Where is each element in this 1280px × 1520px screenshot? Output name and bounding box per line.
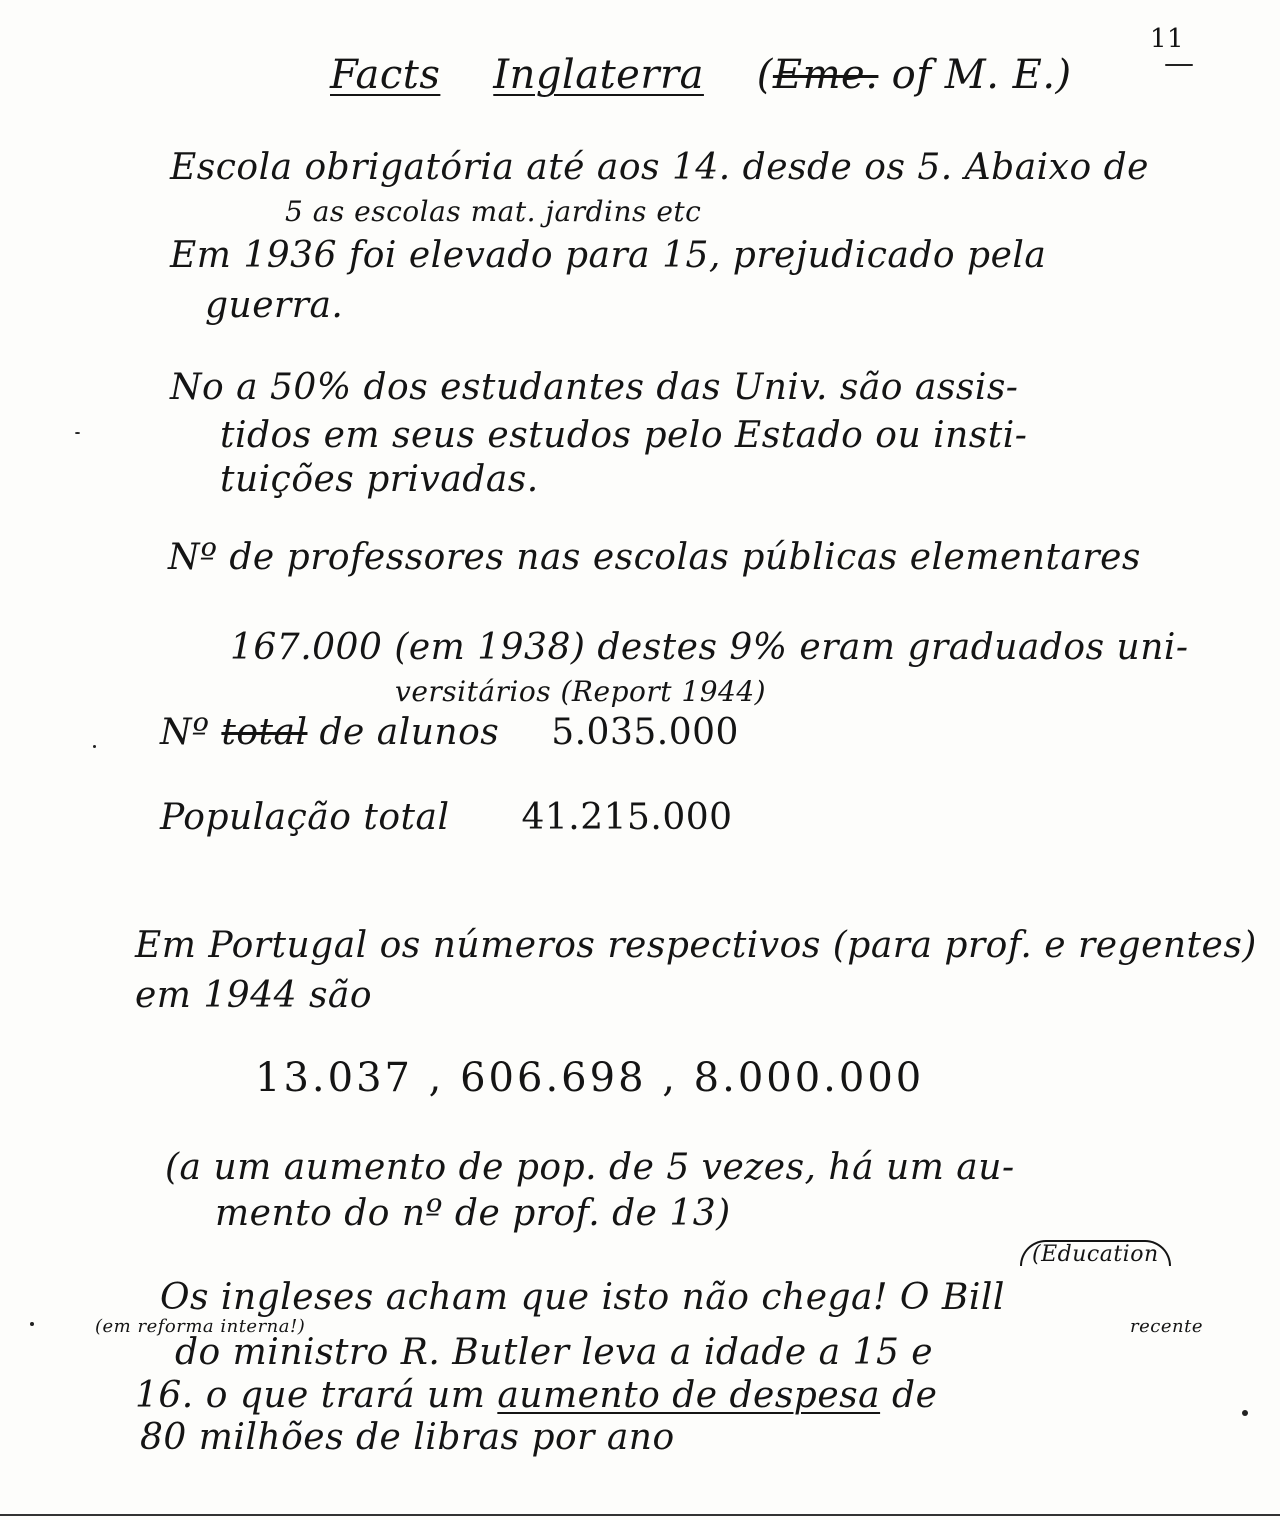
students-value: 5.035.000 [551,712,739,753]
students-label-a: Nº [160,712,210,753]
annotation-margin-note: (em reforma interna!) [95,1316,306,1337]
expense-underlined: aumento de despesa [497,1375,881,1416]
text-line: em 1944 são [135,975,373,1016]
students-line [160,712,739,753]
text-line: Em 1936 foi elevado para 15, prejudicado pela [170,235,1047,276]
expense-line [135,1375,938,1416]
text-line: do ministro R. Butler leva a idade a 15 e [175,1332,934,1373]
text-line: Escola obrigatória até aos 14. desde os 5. Abaixo de [170,147,1149,188]
annotation-recent: recente [1130,1316,1203,1337]
students-label-b: de alunos [319,712,500,753]
expense-text-b: de [892,1375,938,1416]
scan-speck [1242,1410,1248,1416]
title-source: of M. E.) [891,52,1072,98]
text-line: 5 as escolas mat. jardins etc [285,195,702,228]
text-line: guerra. [205,285,344,326]
students-struck-word: total [221,712,308,753]
scan-edge [0,1514,1280,1516]
scan-speck [75,432,80,434]
population-value: 41.215.000 [521,797,733,838]
population-label: População total [160,797,450,838]
scan-speck [30,1322,34,1326]
text-line: versitários (Report 1944) [395,675,767,708]
title-country: Inglaterra [493,52,704,98]
title-struck-word: Eme. [772,52,879,98]
text-line: tidos em seus estudos pelo Estado ou insti- [220,415,1028,456]
annotation-education: (Education [1020,1240,1171,1266]
page-number: 11 [1150,24,1185,54]
scan-speck [93,745,96,748]
text-line: mento do nº de prof. de 13) [215,1193,731,1234]
title-open-paren: ( [756,52,773,98]
text-line: tuições privadas. [220,459,539,500]
text-line: Os ingleses acham que isto não chega! O Bill [160,1277,1005,1318]
page-title [330,52,1072,98]
population-line [160,797,733,838]
text-line: No a 50% dos estudantes das Univ. são assis- [170,367,1019,408]
portugal-numbers: 13.037 , 606.698 , 8.000.000 [255,1055,925,1101]
text-line: Em Portugal os números respectivos (para prof. e regentes) [135,925,1257,966]
text-line: (a um aumento de pop. de 5 vezes, há um au- [165,1147,1015,1188]
title-facts: Facts [330,52,441,98]
text-line: 167.000 (em 1938) destes 9% eram graduados uni- [230,627,1189,668]
scan-speck [1165,64,1193,66]
text-line: 80 milhões de libras por ano [140,1417,675,1458]
expense-text-a: 16. o que trará um [135,1375,486,1416]
text-line: Nº de professores nas escolas públicas elementares [168,537,1141,578]
